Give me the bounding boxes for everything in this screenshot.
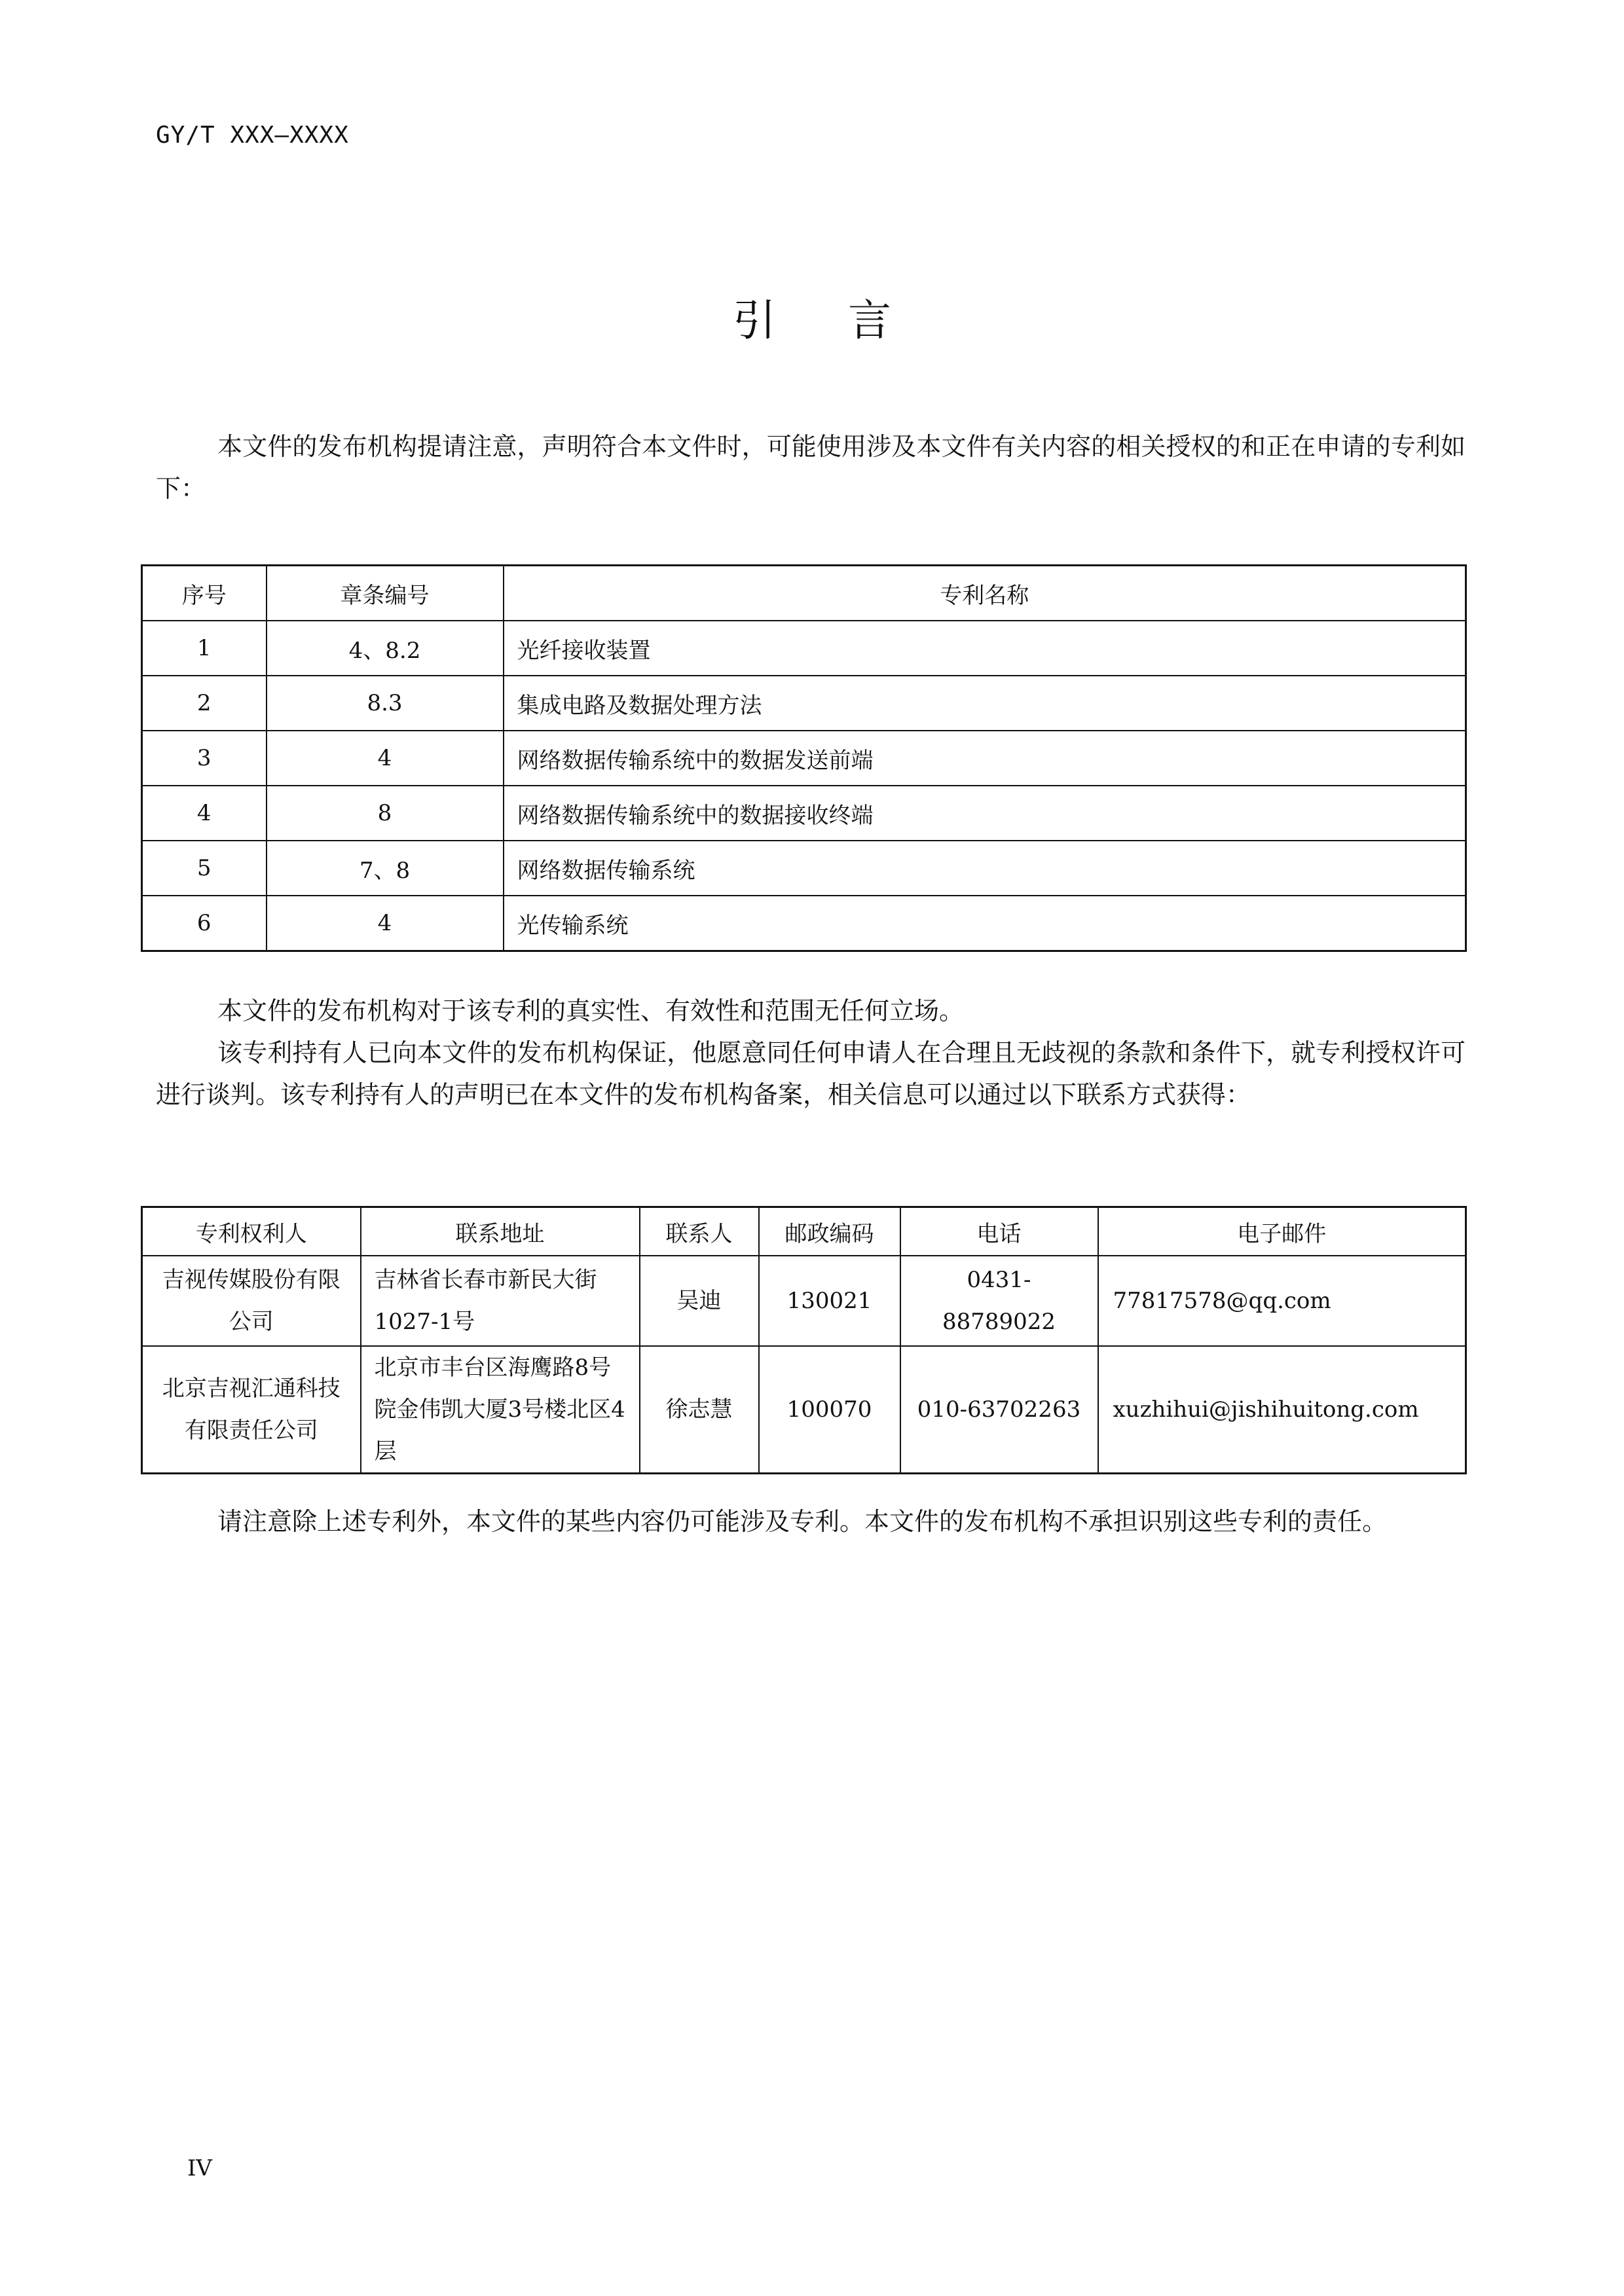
email-cell: xuzhihui@jishihuitong.com — [1098, 1346, 1466, 1474]
table-row — [142, 731, 1466, 786]
clause-cell: 4 — [267, 896, 504, 951]
header-cell-patent-name: 专利名称 — [504, 566, 1466, 621]
patent-holder-statement-paragraph: 该专利持有人已向本文件的发布机构保证，他愿意同任何申请人在合理且无歧视的条款和条件下，就专利授权许可进行谈判。该专利持有人的声明已在本文件的发布机构备案，相关信息可以通过以下联系方式获得： — [156, 1038, 1466, 1109]
header-cell-postal-code: 邮政编码 — [759, 1207, 900, 1256]
header-cell-phone: 电话 — [900, 1207, 1098, 1256]
clause-cell: 4、8.2 — [267, 621, 504, 676]
patent-holder-cell: 吉视传媒股份有限公司 — [142, 1256, 361, 1346]
table-row — [142, 1346, 1466, 1474]
header-cell-patent-holder: 专利权利人 — [142, 1207, 361, 1256]
contact-table — [141, 1206, 1467, 1474]
intro-paragraph: 本文件的发布机构提请注意，声明符合本文件时，可能使用涉及本文件有关内容的相关授权的和正在申请的专利如下： — [156, 432, 1466, 503]
patent-number-cell: 5 — [142, 841, 267, 896]
contact-person-cell: 吴迪 — [640, 1256, 759, 1346]
patent-name-cell: 网络数据传输系统中的数据发送前端 — [504, 731, 1466, 786]
phone-cell: 010-63702263 — [900, 1346, 1098, 1474]
clause-cell: 7、8 — [267, 841, 504, 896]
address-cell: 吉林省长春市新民大街1027-1号 — [361, 1256, 640, 1346]
clause-cell: 8.3 — [267, 676, 504, 731]
page-number: IV — [187, 2155, 212, 2181]
patent-name-cell: 光传输系统 — [504, 896, 1466, 951]
standard-code: GY/T XXX—XXXX — [156, 122, 349, 149]
patent-holder-cell: 北京吉视汇通科技有限责任公司 — [142, 1346, 361, 1474]
position-statement-paragraph: 本文件的发布机构对于该专利的真实性、有效性和范围无任何立场。 — [217, 996, 965, 1025]
header-cell-number: 序号 — [142, 566, 267, 621]
contact-person-cell: 徐志慧 — [640, 1346, 759, 1474]
contact-table-header-row — [142, 1207, 1466, 1256]
patent-number-cell: 6 — [142, 896, 267, 951]
patent-name-cell: 网络数据传输系统中的数据接收终端 — [504, 786, 1466, 841]
phone-cell: 0431-88789022 — [900, 1256, 1098, 1346]
patent-name-cell: 集成电路及数据处理方法 — [504, 676, 1466, 731]
disclaimer-paragraph: 请注意除上述专利外，本文件的某些内容仍可能涉及专利。本文件的发布机构不承担识别这些专利的责任。 — [217, 1507, 1388, 1536]
patent-number-cell: 3 — [142, 731, 267, 786]
header-cell-contact-person: 联系人 — [640, 1207, 759, 1256]
header-cell-address: 联系地址 — [361, 1207, 640, 1256]
postal-code-cell: 130021 — [759, 1256, 900, 1346]
patent-table-header-row — [142, 566, 1466, 621]
patent-number-cell: 4 — [142, 786, 267, 841]
patent-name-cell: 光纤接收装置 — [504, 621, 1466, 676]
table-row — [142, 1256, 1466, 1346]
table-row — [142, 786, 1466, 841]
clause-cell: 4 — [267, 731, 504, 786]
patent-name-cell: 网络数据传输系统 — [504, 841, 1466, 896]
page-title: 引言 — [733, 295, 963, 346]
patent-table — [141, 564, 1467, 952]
clause-cell: 8 — [267, 786, 504, 841]
postal-code-cell: 100070 — [759, 1346, 900, 1474]
email-cell: 77817578@qq.com — [1098, 1256, 1466, 1346]
table-row — [142, 841, 1466, 896]
patent-number-cell: 2 — [142, 676, 267, 731]
table-row — [142, 896, 1466, 951]
table-row — [142, 621, 1466, 676]
address-cell: 北京市丰台区海鹰路8号院金伟凯大厦3号楼北区4层 — [361, 1346, 640, 1474]
table-row — [142, 676, 1466, 731]
patent-number-cell: 1 — [142, 621, 267, 676]
header-cell-email: 电子邮件 — [1098, 1207, 1466, 1256]
header-cell-clause: 章条编号 — [267, 566, 504, 621]
